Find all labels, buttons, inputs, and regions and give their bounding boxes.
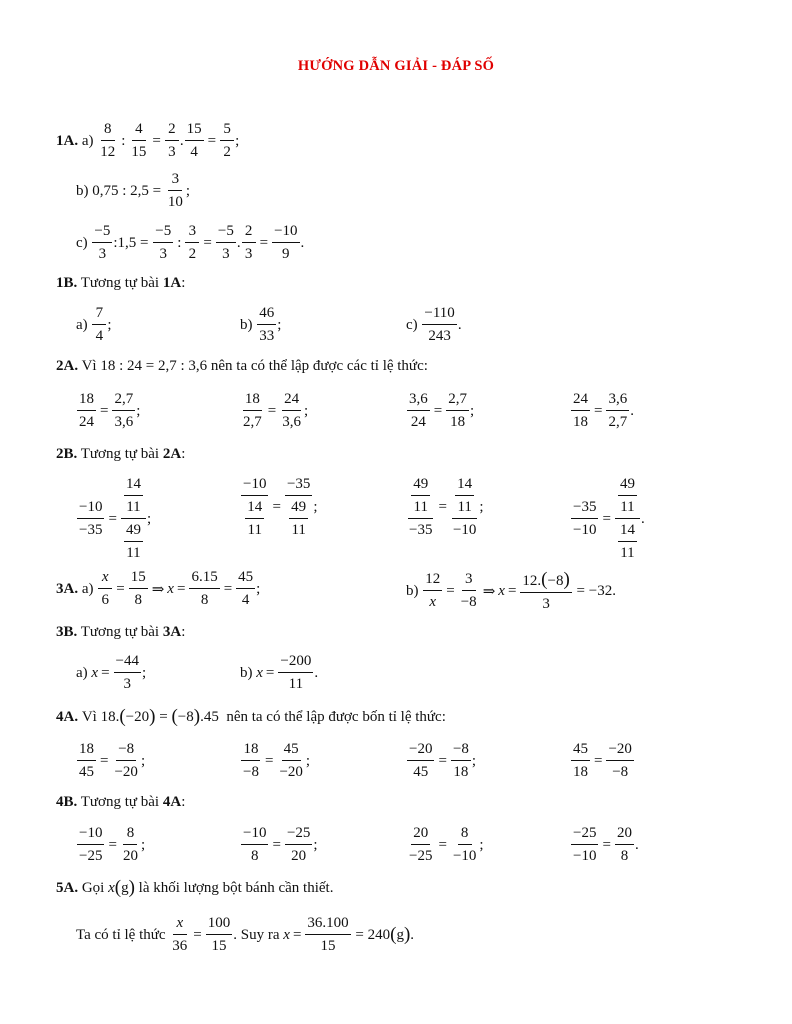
proportion: $\frac{-10}{\frac{14}{11}}$ = $\frac{-35}{\frac{49}{11}}$ ; — [243, 476, 318, 538]
proportion: $\frac{45}{18}$ = $\frac{-20}{-8}$ — [573, 741, 632, 780]
exercise-label: 1A. — [56, 132, 79, 149]
exercise-3a-a: 3A. a) $\frac{x}{6}$ = $\frac{15}{8}$ ⇒ x = $\frac{6.15}{8}$ = $\frac{45}{4}$ ; — [56, 569, 261, 608]
exercise-3b-heading: 3B. Tương tự bài 3A: — [56, 624, 186, 640]
exercise-1a-a: 1A. a) 8 12 : $\frac{4}{15}$ = $\frac{2}{3}$ . $\frac{15}{4}$ = $\frac{5}{2}$ ; — [56, 121, 240, 160]
exercise-1b-b: b) 46 33 ; — [240, 305, 282, 344]
exercise-3b-a: a) x = $\frac{-44}{3}$ ; — [76, 653, 147, 692]
proportion: $\frac{-25}{-10}$ = $\frac{20}{8}$ . — [573, 825, 639, 864]
proportion: $\frac{20}{-25}$ = $\frac{8}{-10}$ ; — [409, 825, 484, 864]
exercise-1b-c: c) −110 243 . — [406, 305, 462, 344]
proportion: $\frac{-35}{-10}$ = $\frac{\frac{49}{11}}{\frac{14}{11}}$ . — [573, 476, 645, 561]
proportion: $\frac{3,6}{24}$ = $\frac{2,7}{18}$ ; — [409, 391, 475, 430]
exercise-1b-a: a) 7 4 ; — [76, 305, 112, 344]
proportion: $\frac{18}{45}$ = $\frac{-8}{-20}$ ; — [79, 741, 146, 780]
proportion: $\frac{18}{-8}$ = $\frac{45}{-20}$ ; — [243, 741, 311, 780]
proportion: $\frac{\frac{49}{11}}{-35}$ = $\frac{\frac{14}{11}}{-10}$ ; — [409, 476, 484, 538]
exercise-4b-heading: 4B. Tương tự bài 4A: — [56, 794, 186, 810]
exercise-4a-heading: 4A. Vì 18. ( −20 ) = ( −8 ) .45 nên ta có thể lập được bốn tỉ lệ thức: — [56, 706, 446, 727]
exercise-1a-b: b) 0,75 : 2,5 = $\frac{3}{10}$ ; — [76, 171, 191, 210]
exercise-3b-b: b) x = $\frac{-200}{11}$ . — [240, 653, 319, 692]
exercise-5a-heading: 5A. Gọi x ( g ) là khối lượng bột bánh cần thiết. — [56, 877, 334, 898]
page-title: HƯỚNG DẪN GIẢI - ĐÁP SỐ — [297, 58, 495, 74]
proportion: $\frac{24}{18}$ = $\frac{3,6}{2,7}$ . — [573, 391, 634, 430]
proportion: $\frac{-20}{45}$ = $\frac{-8}{18}$ ; — [409, 741, 477, 780]
proportion: $\frac{-10}{8}$ = $\frac{-25}{20}$ ; — [243, 825, 318, 864]
proportion: $\frac{-10}{-25}$ = $\frac{8}{20}$ ; — [79, 825, 146, 864]
exercise-1a-c: c) −5 3 :1,5 = $\frac{-5}{3}$ : $\frac{3}{2}$ = $\frac{-5}{3}$ . $\frac{2}{3}$ = $\frac{-10}{9}$ . — [76, 223, 305, 262]
exercise-1b-heading: 1B. Tương tự bài 1A: — [56, 275, 186, 291]
exercise-3a-b: b) $\frac{12}{x}$ = $\frac{3}{-8}$ ⇒ x = $\frac{12.(-8)}{3}$ = −32. — [406, 569, 616, 612]
exercise-2b-heading: 2B. Tương tự bài 2A: — [56, 446, 186, 462]
exercise-5a-solution: Ta có tỉ lệ thức $\frac{x}{36}$ = $\frac{100}{15}$ . Suy ra x = $\frac{36.100}{15}$ = 240 ( g ) . — [76, 915, 415, 954]
proportion: $\frac{-10}{-35}$ = $\frac{\frac{14}{11}}{\frac{49}{11}}$ ; — [79, 476, 152, 561]
exercise-2a-heading: 2A. Vì 18 : 24 = 2,7 : 3,6 nên ta có thể lập được các tỉ lệ thức: — [56, 358, 428, 374]
proportion: $\frac{18}{2,7}$ = $\frac{24}{3,6}$ ; — [243, 391, 309, 430]
proportion: $\frac{18}{24}$ = $\frac{2,7}{3,6}$ ; — [79, 391, 141, 430]
